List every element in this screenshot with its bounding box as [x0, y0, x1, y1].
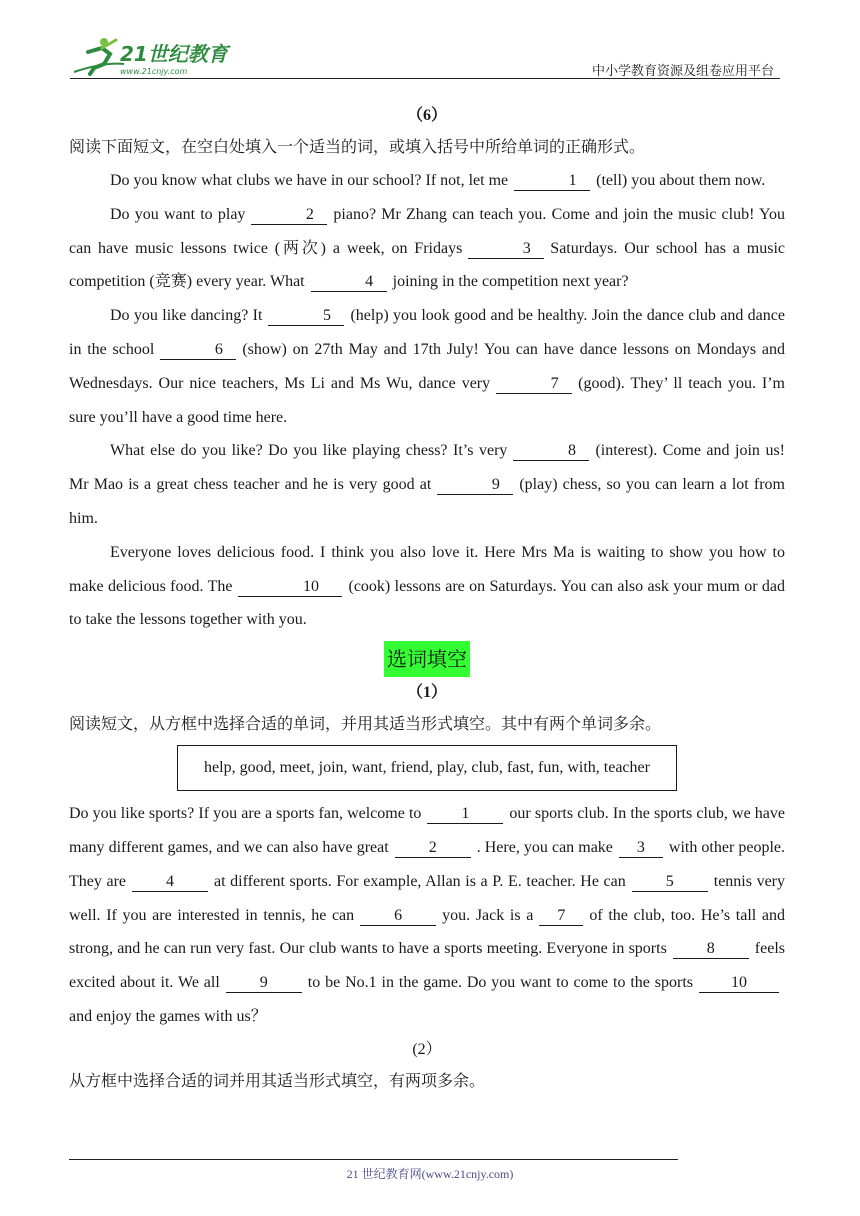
- answer-blank[interactable]: 2: [251, 206, 327, 225]
- passage-text: joining in the competition next year?: [392, 273, 629, 291]
- footer-divider: [69, 1159, 678, 1160]
- answer-blank[interactable]: 4: [132, 873, 208, 892]
- section-instruction: 阅读下面短文，在空白处填入一个适当的词，或填入括号中所给单词的正确形式。: [69, 139, 646, 156]
- passage-paragraph: [69, 198, 785, 299]
- answer-blank[interactable]: 2: [395, 839, 471, 858]
- passage-text: of the club, too. He’s tall and strong, and he can run very fast. Our club wants to have a sports meeting. Everyone in sports: [69, 906, 785, 958]
- header-divider: [70, 78, 780, 79]
- passage-paragraph: [69, 797, 785, 1034]
- section-number: （1）: [406, 684, 447, 702]
- section-title: 选词填空: [384, 641, 470, 677]
- passage-text: . Here, you can make: [476, 838, 613, 856]
- passage-text: Do you want to play: [110, 205, 246, 223]
- passage-paragraph: [69, 299, 785, 434]
- answer-blank[interactable]: 10: [699, 974, 779, 993]
- answer-blank[interactable]: 9: [226, 974, 302, 993]
- section-title-wrap: [69, 641, 785, 677]
- answer-blank[interactable]: 7: [539, 907, 583, 926]
- passage-text: (good). They’ ll teach you. I’m sure you’ll have a good time here.: [69, 374, 786, 426]
- answer-blank[interactable]: 3: [468, 240, 544, 259]
- answer-blank[interactable]: 6: [160, 341, 236, 360]
- passage-text: piano? Mr Zhang can teach you. Come and join the music club! You can have music lessons twice (两次) a week, on Fridays: [69, 205, 785, 257]
- answer-blank[interactable]: 9: [437, 476, 513, 495]
- passage-text: to be No.1 in the game. Do you want to come to the sports: [307, 974, 693, 992]
- passage-text: at different sports. For example, Allan is a P. E. teacher. He can: [214, 872, 626, 890]
- passage-text: Do you know what clubs we have in our school? If not, let me: [110, 172, 509, 189]
- answer-blank[interactable]: 8: [513, 442, 589, 461]
- page-header: [0, 0, 860, 80]
- passage-text: What else do you like? Do you like playing chess? It’s very: [110, 442, 508, 460]
- answer-blank[interactable]: 5: [632, 873, 708, 892]
- section-instruction: 阅读短文，从方框中选择合适的单词，并用其适当形式填空。其中有两个单词多余。: [69, 716, 662, 734]
- answer-blank[interactable]: 6: [360, 907, 436, 926]
- passage-text: (play) chess, so you can learn a lot from him.: [69, 476, 785, 527]
- passage-text: (interest). Come and join us! Mr Mao is a great chess teacher and he is very good at: [69, 442, 786, 494]
- passage-text: Do you like dancing? It: [110, 307, 263, 325]
- passage-paragraph: [69, 434, 785, 535]
- answer-blank[interactable]: 1: [514, 172, 590, 191]
- passage-text: tennis very well. If you are interested in tennis, he can: [69, 872, 786, 924]
- svg-text:21世纪教育: 21世纪教育: [120, 42, 228, 66]
- answer-blank[interactable]: 1: [427, 805, 503, 824]
- passage-text: Everyone loves delicious food. I think you also love it. Here Mrs Ma is waiting to show you how to make delicious food. The: [69, 543, 785, 595]
- answer-blank[interactable]: 5: [268, 307, 344, 326]
- passage-paragraph: [69, 164, 785, 198]
- answer-blank[interactable]: 10: [238, 578, 342, 597]
- passage-text: (tell) you about them now.: [596, 172, 766, 189]
- section-number: （6）: [406, 107, 447, 124]
- answer-blank[interactable]: 8: [673, 940, 749, 959]
- answer-blank[interactable]: 4: [311, 273, 387, 292]
- section-number-2: (2）: [412, 1040, 442, 1058]
- passage-text: our sports club. In the sports club, we have many different games, and we can also have great: [69, 805, 785, 856]
- platform-name: 中小学教育资源及组卷应用平台: [591, 63, 774, 78]
- site-logo: [64, 34, 234, 78]
- svg-text:www.21cnjy.com: www.21cnjy.com: [120, 67, 188, 76]
- passage-paragraph: [69, 536, 785, 637]
- section-instruction-2: 从方框中选择合适的词并用其适当形式填空，有两项多余。: [69, 1072, 486, 1090]
- word-box: help, good, meet, join, want, friend, play, club, fast, fun, with, teacher: [177, 745, 677, 791]
- passage-text: (cook) lessons are on Saturdays. You can also ask your mum or dad to take the lessons together with you.: [69, 577, 786, 629]
- passage-text: Saturdays. Our school has a music competition (竞赛) every year. What: [69, 239, 785, 291]
- page-footer: 21 世纪教育网(www.21cnjy.com): [346, 1167, 514, 1181]
- answer-blank[interactable]: 3: [619, 839, 663, 858]
- document-body: [69, 100, 785, 1098]
- passage-text: feels excited about it. We all: [69, 940, 785, 992]
- passage-text: Do you like sports? If you are a sports fan, welcome to: [69, 805, 422, 823]
- passage-text: with other people. They are: [69, 838, 786, 890]
- passage-text: (help) you look good and be healthy. Join the dance club and dance in the school: [69, 307, 785, 358]
- passage-text: and enjoy the games with us？: [69, 1007, 267, 1025]
- passage-text: you. Jack is a: [442, 906, 534, 924]
- answer-blank[interactable]: 7: [496, 375, 572, 394]
- passage-text: (show) on 27th May and 17th July! You can have dance lessons on Mondays and Wednesdays. Our nice teachers, Ms Li and Ms Wu, dance very: [69, 340, 786, 392]
